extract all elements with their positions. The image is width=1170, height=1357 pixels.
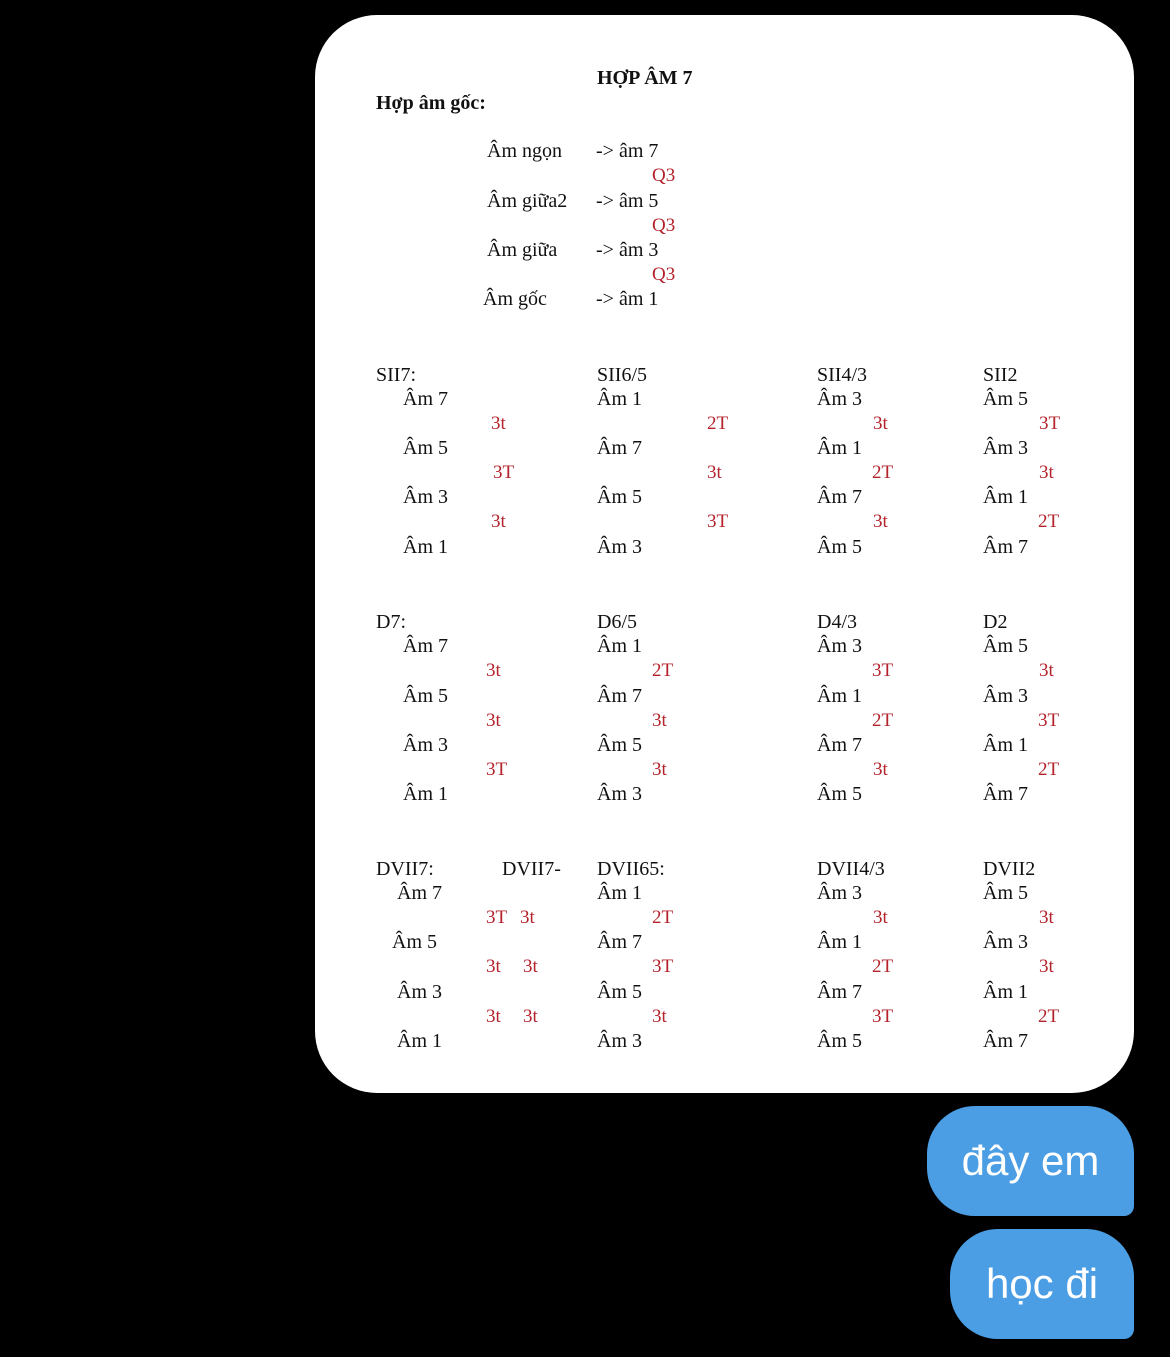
chord-title: SII2 bbox=[983, 364, 1018, 386]
chord-note: Âm 3 bbox=[817, 635, 862, 657]
chord-note: Âm 1 bbox=[597, 882, 642, 904]
chord-note: Âm 7 bbox=[817, 981, 862, 1003]
chord-note: Âm 1 bbox=[397, 1030, 442, 1052]
chord-note: Âm 7 bbox=[403, 635, 448, 657]
interval-label: 3T bbox=[652, 956, 674, 977]
interval-label: 3t bbox=[523, 1006, 538, 1027]
chord-title: DVII2 bbox=[983, 858, 1036, 880]
root-row-arrow: -> âm 1 bbox=[596, 288, 659, 310]
chord-title: SII4/3 bbox=[817, 364, 867, 386]
chord-note: Âm 5 bbox=[597, 981, 642, 1003]
chord-title: D6/5 bbox=[597, 611, 637, 633]
chord-title: D4/3 bbox=[817, 611, 857, 633]
chord-note: Âm 7 bbox=[983, 1030, 1028, 1052]
chord-note: Âm 7 bbox=[817, 734, 862, 756]
interval-label: 2T bbox=[1038, 511, 1060, 532]
chord-title: DVII7: bbox=[376, 858, 434, 880]
chord-title: DVII4/3 bbox=[817, 858, 885, 880]
chord-note: Âm 5 bbox=[403, 437, 448, 459]
interval-label: 3t bbox=[873, 511, 888, 532]
interval-label: 2T bbox=[872, 956, 894, 977]
interval-label: 3T bbox=[872, 1006, 894, 1027]
interval-label: 3T bbox=[1038, 710, 1060, 731]
interval-label: 3t bbox=[486, 1006, 501, 1027]
chord-note: Âm 5 bbox=[597, 486, 642, 508]
interval-label: 2T bbox=[872, 462, 894, 483]
chord-note: Âm 1 bbox=[403, 536, 448, 558]
chord-note: Âm 5 bbox=[597, 734, 642, 756]
chord-note: Âm 7 bbox=[983, 536, 1028, 558]
chord-note: Âm 5 bbox=[817, 1030, 862, 1052]
message-text: học đi bbox=[985, 1260, 1099, 1307]
root-row-name: Âm ngọn bbox=[487, 140, 562, 162]
interval-label: 3T bbox=[486, 759, 508, 780]
chord-note: Âm 5 bbox=[403, 685, 448, 707]
chord-note: Âm 5 bbox=[392, 931, 437, 953]
chord-note: Âm 3 bbox=[983, 685, 1028, 707]
chord-note: Âm 1 bbox=[597, 388, 642, 410]
interval-label: 2T bbox=[1038, 1006, 1060, 1027]
chord-note: Âm 1 bbox=[817, 437, 862, 459]
root-row-arrow: -> âm 7 bbox=[596, 140, 659, 162]
chord-note: Âm 7 bbox=[817, 486, 862, 508]
interval-label: 3t bbox=[523, 956, 538, 977]
chord-title: D7: bbox=[376, 611, 406, 633]
chord-note: Âm 1 bbox=[597, 635, 642, 657]
interval-label: 3t bbox=[1039, 462, 1054, 483]
chord-note: Âm 1 bbox=[817, 685, 862, 707]
chord-note: Âm 7 bbox=[983, 783, 1028, 805]
interval-label: 2T bbox=[652, 907, 674, 928]
chord-note: Âm 1 bbox=[817, 931, 862, 953]
chord-note: Âm 3 bbox=[983, 437, 1028, 459]
interval-label: 3t bbox=[486, 710, 501, 731]
chord-note: Âm 3 bbox=[817, 388, 862, 410]
chord-note: Âm 5 bbox=[983, 635, 1028, 657]
outgoing-message-bubble[interactable] bbox=[950, 1229, 1134, 1339]
chord-title: D2 bbox=[983, 611, 1008, 633]
interval-label: 3t bbox=[652, 759, 667, 780]
interval-label: 3t bbox=[520, 907, 535, 928]
chord-title: DVII65: bbox=[597, 858, 665, 880]
interval-label: 2T bbox=[652, 660, 674, 681]
chord-note: Âm 1 bbox=[983, 486, 1028, 508]
chord-note: Âm 7 bbox=[597, 685, 642, 707]
chord-note: Âm 3 bbox=[817, 882, 862, 904]
chord-note: Âm 3 bbox=[983, 931, 1028, 953]
interval-label: 3T bbox=[1039, 413, 1061, 434]
root-row-name: Âm giữa2 bbox=[487, 190, 568, 212]
chord-note: Âm 5 bbox=[817, 536, 862, 558]
outgoing-message-bubble[interactable] bbox=[927, 1106, 1134, 1216]
chord-note: Âm 1 bbox=[983, 734, 1028, 756]
chord-note: Âm 3 bbox=[597, 1030, 642, 1052]
chord-note: Âm 7 bbox=[597, 437, 642, 459]
interval-label: 3t bbox=[873, 907, 888, 928]
chord-note: Âm 7 bbox=[597, 931, 642, 953]
chord-note: Âm 1 bbox=[403, 783, 448, 805]
interval-label: 3t bbox=[491, 413, 506, 434]
chord-note: Âm 1 bbox=[983, 981, 1028, 1003]
interval-label: 3t bbox=[1039, 660, 1054, 681]
chat-photo-message[interactable] bbox=[315, 15, 1134, 1093]
chord-title: SII6/5 bbox=[597, 364, 647, 386]
interval-label: Q3 bbox=[652, 264, 676, 285]
chord-title: DVII7- bbox=[502, 858, 561, 880]
chord-note: Âm 7 bbox=[397, 882, 442, 904]
interval-label: 2T bbox=[872, 710, 894, 731]
interval-label: 3t bbox=[486, 660, 501, 681]
interval-label: 2T bbox=[707, 413, 729, 434]
interval-label: 3T bbox=[707, 511, 729, 532]
chord-note: Âm 3 bbox=[397, 981, 442, 1003]
chord-sheet-photo bbox=[315, 15, 1134, 1093]
chord-note: Âm 3 bbox=[597, 783, 642, 805]
chord-title: SII7: bbox=[376, 364, 416, 386]
interval-label: 3t bbox=[873, 759, 888, 780]
chord-note: Âm 5 bbox=[983, 388, 1028, 410]
chord-note: Âm 5 bbox=[983, 882, 1028, 904]
root-heading: Hợp âm gốc: bbox=[376, 92, 486, 114]
sheet-title: HỢP ÂM 7 bbox=[597, 67, 693, 89]
chord-note: Âm 3 bbox=[403, 734, 448, 756]
interval-label: 3t bbox=[1039, 907, 1054, 928]
interval-label: Q3 bbox=[652, 165, 676, 186]
chord-note: Âm 5 bbox=[817, 783, 862, 805]
interval-label: 3T bbox=[486, 907, 508, 928]
chord-note: Âm 3 bbox=[597, 536, 642, 558]
root-row-name: Âm giữa bbox=[487, 239, 558, 261]
interval-label: 3t bbox=[652, 710, 667, 731]
interval-label: 3t bbox=[1039, 956, 1054, 977]
interval-label: Q3 bbox=[652, 215, 676, 236]
chord-note: Âm 3 bbox=[403, 486, 448, 508]
interval-label: 2T bbox=[1038, 759, 1060, 780]
message-text: đây em bbox=[961, 1137, 1100, 1184]
root-row-arrow: -> âm 5 bbox=[596, 190, 659, 212]
interval-label: 3t bbox=[707, 462, 722, 483]
interval-label: 3t bbox=[491, 511, 506, 532]
interval-label: 3t bbox=[486, 956, 501, 977]
root-row-name: Âm gốc bbox=[483, 288, 547, 310]
root-row-arrow: -> âm 3 bbox=[596, 239, 659, 261]
chord-note: Âm 7 bbox=[403, 388, 448, 410]
interval-label: 3T bbox=[872, 660, 894, 681]
interval-label: 3t bbox=[873, 413, 888, 434]
interval-label: 3T bbox=[493, 462, 515, 483]
interval-label: 3t bbox=[652, 1006, 667, 1027]
